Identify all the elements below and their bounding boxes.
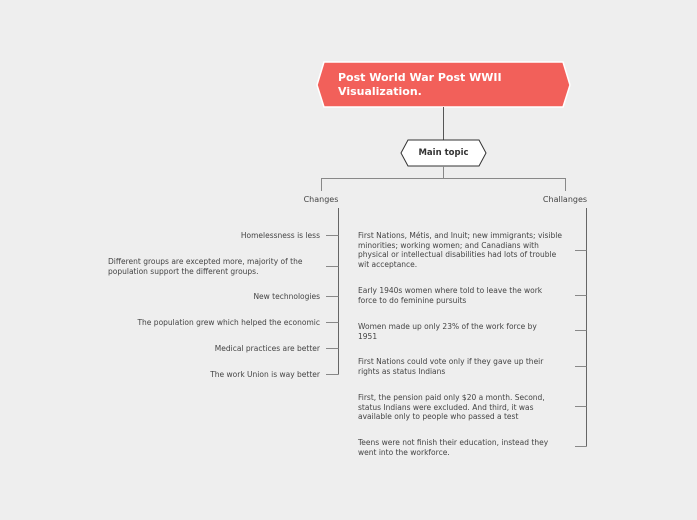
root-node-title[interactable]: Post World War Post WWII Visualization. xyxy=(338,71,502,98)
main-topic-label[interactable]: Main topic xyxy=(418,148,469,158)
changes-item[interactable]: Medical practices are better xyxy=(214,344,320,353)
branch-challanges-label[interactable]: Challanges xyxy=(542,195,588,204)
challanges-item[interactable]: Early 1940s women where told to leave the work force to do feminine pursuits xyxy=(358,286,543,305)
changes-item[interactable]: The population grew which helped the economic xyxy=(137,318,320,327)
changes-item[interactable]: Different groups are excepted more, majority of the population support the different groups. xyxy=(108,257,303,276)
changes-item[interactable]: The work Union is way better xyxy=(210,370,320,379)
changes-item[interactable]: New technologies xyxy=(253,292,320,301)
changes-item[interactable]: Homelessness is less xyxy=(240,231,320,240)
challanges-item[interactable]: Teens were not finish their education, instead they went into the workforce. xyxy=(358,438,549,457)
challanges-item[interactable]: First Nations, Métis, and Inuit; new immigrants; visible minorities; working women; and Canadians with physical or intellectual disabilities had lots of trouble wit acceptance. xyxy=(358,231,562,269)
challanges-item[interactable]: First, the pension paid only $20 a month. Second, status Indians were excluded. And third, it was available only to people who passed a test xyxy=(358,393,545,421)
branch-changes-label[interactable]: Changes xyxy=(303,195,339,204)
challanges-item[interactable]: Women made up only 23% of the work force by 1951 xyxy=(358,322,537,341)
challanges-item[interactable]: First Nations could vote only if they gave up their rights as status Indians xyxy=(358,357,544,376)
